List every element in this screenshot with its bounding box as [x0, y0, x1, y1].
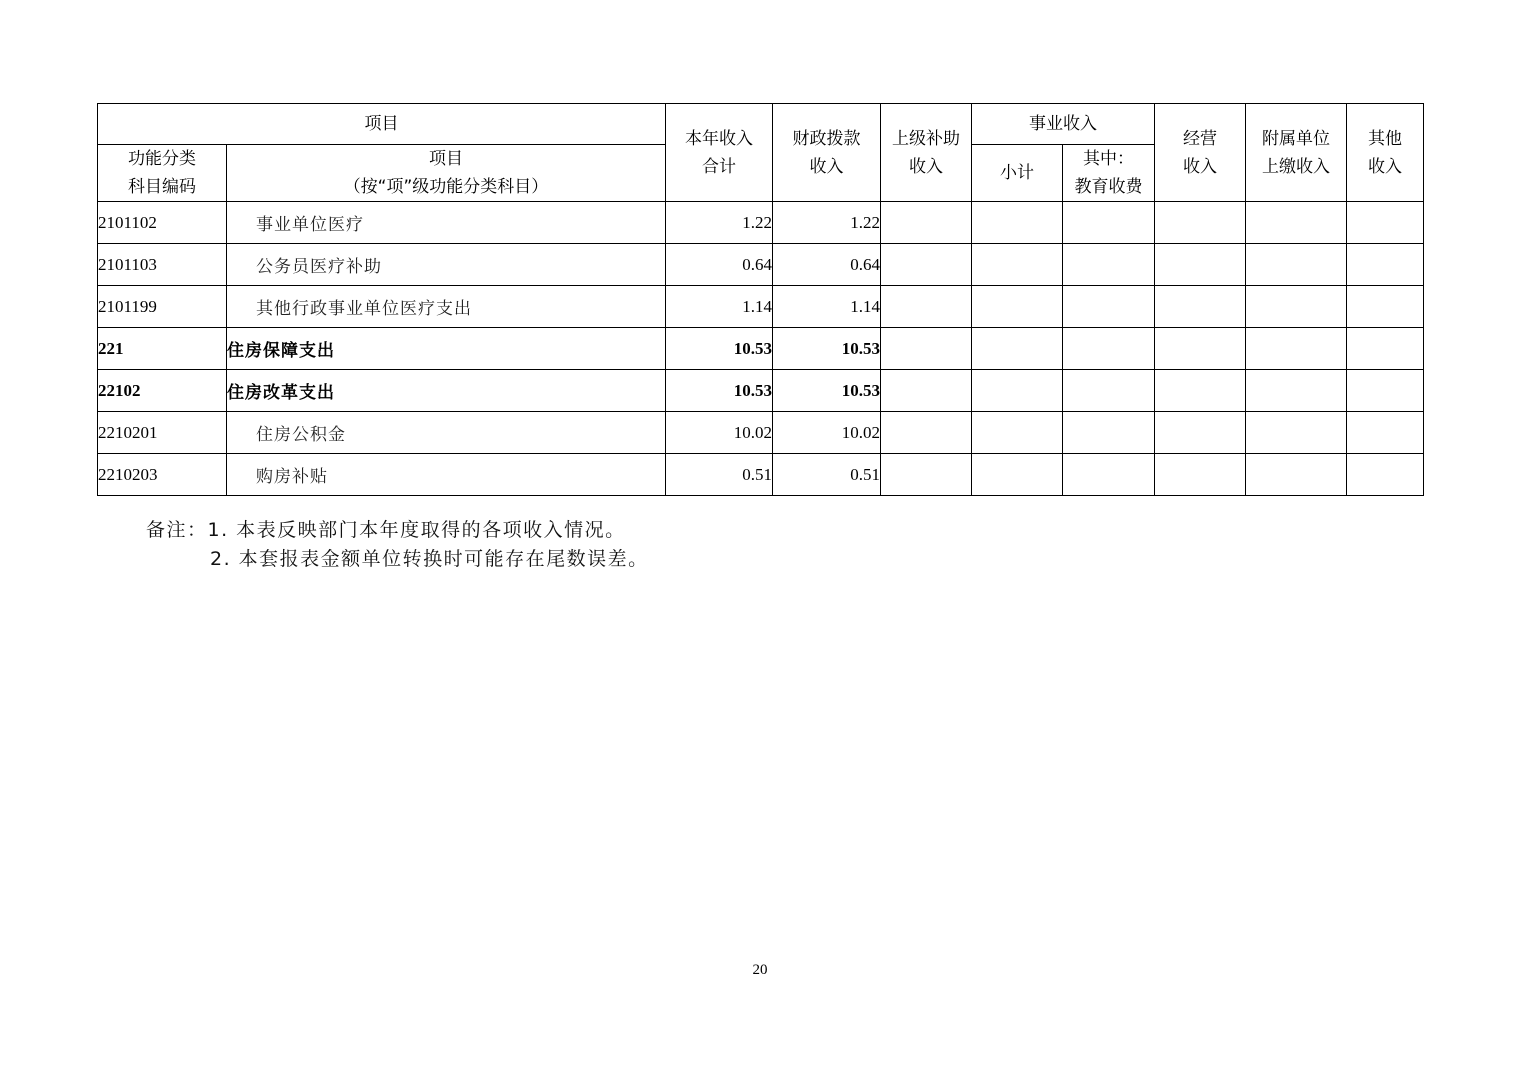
- header-fiscal-line2: 收入: [809, 156, 844, 177]
- row-affiliated: [1246, 370, 1347, 412]
- row-code: 2101199: [98, 286, 227, 328]
- header-item-line2: （按“项”级功能分类科目）: [343, 177, 549, 197]
- row-education: [1063, 202, 1155, 244]
- row-total: 0.51: [666, 454, 773, 496]
- row-code: 221: [98, 328, 227, 370]
- row-affiliated: [1246, 328, 1347, 370]
- header-total-line1: 本年收入: [685, 128, 753, 149]
- row-operating: [1155, 454, 1246, 496]
- table-row: [98, 370, 1424, 412]
- header-total-line2: 合计: [702, 156, 736, 177]
- header-education-fee: [1063, 145, 1155, 202]
- row-name: 公务员医疗补助: [227, 244, 666, 286]
- header-other-line1: 其他: [1368, 128, 1402, 149]
- row-operating: [1155, 370, 1246, 412]
- header-education-line2: 教育收费: [1074, 177, 1143, 197]
- row-subtotal: [972, 244, 1063, 286]
- row-education: [1063, 412, 1155, 454]
- row-education: [1063, 286, 1155, 328]
- row-superior: [881, 244, 972, 286]
- header-subtotal: 小计: [972, 145, 1063, 202]
- page-number: 20: [752, 962, 768, 978]
- header-func-code: [98, 145, 227, 202]
- row-other: [1347, 454, 1424, 496]
- header-superior-subsidy: [881, 104, 972, 202]
- table-row: [98, 286, 1424, 328]
- row-subtotal: [972, 454, 1063, 496]
- header-project: 项目: [98, 104, 666, 145]
- income-table: [97, 103, 1424, 496]
- header-operating-income: [1155, 104, 1246, 202]
- row-affiliated: [1246, 244, 1347, 286]
- row-subtotal: [972, 328, 1063, 370]
- row-superior: [881, 286, 972, 328]
- table-row: [98, 454, 1424, 496]
- header-other-line2: 收入: [1368, 156, 1402, 177]
- header-fiscal-line1: 财政拨款: [792, 128, 861, 149]
- table-row: [98, 244, 1424, 286]
- row-subtotal: [972, 286, 1063, 328]
- row-total: 0.64: [666, 244, 773, 286]
- header-affiliated-line1: 附属单位: [1262, 128, 1330, 149]
- row-operating: [1155, 244, 1246, 286]
- row-education: [1063, 454, 1155, 496]
- row-code: 22102: [98, 370, 227, 412]
- row-name: 事业单位医疗: [227, 202, 666, 244]
- header-superior-line1: 上级补助: [892, 128, 960, 149]
- row-name: 住房改革支出: [227, 370, 666, 412]
- row-code: 2101103: [98, 244, 227, 286]
- table-header: [98, 104, 1424, 202]
- row-other: [1347, 244, 1424, 286]
- row-other: [1347, 412, 1424, 454]
- row-fiscal: 0.64: [773, 244, 881, 286]
- row-total: 1.14: [666, 286, 773, 328]
- row-other: [1347, 202, 1424, 244]
- table-row: [98, 202, 1424, 244]
- note-line-2: 2. 本套报表金额单位转换时可能存在尾数误差。: [210, 548, 649, 570]
- row-operating: [1155, 286, 1246, 328]
- row-total: 10.53: [666, 370, 773, 412]
- header-func-code-line1: 功能分类: [128, 149, 196, 169]
- table-notes: [146, 516, 649, 574]
- header-affiliated-income: [1246, 104, 1347, 202]
- table-body: [98, 202, 1424, 496]
- row-fiscal: 1.14: [773, 286, 881, 328]
- row-other: [1347, 286, 1424, 328]
- row-fiscal: 10.02: [773, 412, 881, 454]
- row-other: [1347, 328, 1424, 370]
- row-affiliated: [1246, 202, 1347, 244]
- row-total: 10.53: [666, 328, 773, 370]
- row-subtotal: [972, 202, 1063, 244]
- row-education: [1063, 370, 1155, 412]
- row-superior: [881, 370, 972, 412]
- row-operating: [1155, 412, 1246, 454]
- header-operating-line2: 收入: [1183, 156, 1217, 177]
- row-total: 1.22: [666, 202, 773, 244]
- header-superior-line2: 收入: [909, 156, 943, 177]
- row-code: 2210203: [98, 454, 227, 496]
- row-fiscal: 10.53: [773, 328, 881, 370]
- row-code: 2101102: [98, 202, 227, 244]
- header-total-income: [666, 104, 773, 202]
- header-item: [227, 145, 666, 202]
- row-operating: [1155, 328, 1246, 370]
- table-row: [98, 328, 1424, 370]
- row-fiscal: 10.53: [773, 370, 881, 412]
- note-line-1: 备注：1. 本表反映部门本年度取得的各项收入情况。: [146, 519, 626, 541]
- row-superior: [881, 412, 972, 454]
- row-affiliated: [1246, 454, 1347, 496]
- table-row: [98, 412, 1424, 454]
- row-affiliated: [1246, 286, 1347, 328]
- row-code: 2210201: [98, 412, 227, 454]
- header-item-line1: 项目: [429, 149, 463, 169]
- row-operating: [1155, 202, 1246, 244]
- row-name: 住房公积金: [227, 412, 666, 454]
- header-func-code-line2: 科目编码: [128, 177, 196, 197]
- row-education: [1063, 244, 1155, 286]
- row-subtotal: [972, 412, 1063, 454]
- row-total: 10.02: [666, 412, 773, 454]
- header-operating-line1: 经营: [1183, 128, 1217, 149]
- header-affiliated-line2: 上缴收入: [1262, 156, 1330, 177]
- row-name: 住房保障支出: [227, 328, 666, 370]
- row-name: 购房补贴: [227, 454, 666, 496]
- row-superior: [881, 454, 972, 496]
- header-fiscal-allocation: [773, 104, 881, 202]
- row-subtotal: [972, 370, 1063, 412]
- header-other-income: [1347, 104, 1424, 202]
- row-affiliated: [1246, 412, 1347, 454]
- row-fiscal: 0.51: [773, 454, 881, 496]
- row-education: [1063, 328, 1155, 370]
- row-other: [1347, 370, 1424, 412]
- row-fiscal: 1.22: [773, 202, 881, 244]
- row-superior: [881, 202, 972, 244]
- row-superior: [881, 328, 972, 370]
- income-table-container: [97, 103, 1423, 496]
- header-education-line1: 其中：: [1083, 149, 1134, 169]
- header-business-income: 事业收入: [972, 104, 1155, 145]
- row-name: 其他行政事业单位医疗支出: [227, 286, 666, 328]
